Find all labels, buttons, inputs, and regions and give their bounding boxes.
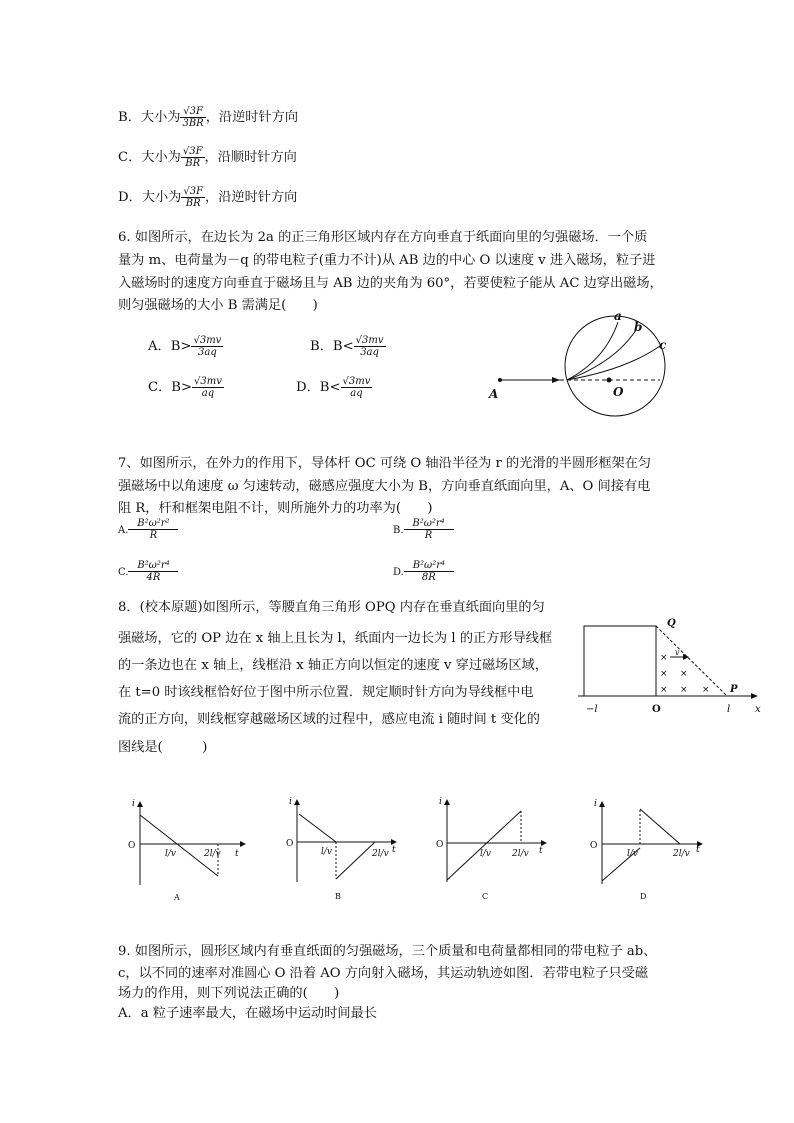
svg-text:i: i [289,797,292,807]
label-v: v [675,648,680,657]
q9-line-2: c，以不同的速率对准圆心 O 沿着 AO 方向射入磁场，其运动轨迹如图．若带电粒子只受磁 [118,966,649,981]
svg-text:O: O [128,841,136,851]
graph-c-line [447,811,521,880]
svg-text:×: × [660,669,668,679]
svg-text:t: t [235,849,239,859]
graph-b [286,797,397,901]
q7-option-d[interactable]: D. $\frac{\text{B²ω²r⁴}}{8R}$ [393,560,454,583]
fraction: $\frac{\text{B²ω²r⁴}}{4R}$ [128,560,178,583]
svg-text:×: × [702,685,710,695]
q5-option-c[interactable]: C．大小为 $\frac{√3F}{BR}$ ，沿顺时针方向 [118,146,297,169]
svg-text:t: t [392,845,396,855]
label-O: O [652,704,661,715]
q5-option-b[interactable]: B．大小为 $\frac{√3F}{3BR}$ ，沿逆时针方向 [118,106,299,129]
svg-text:O: O [436,840,444,850]
svg-text:A: A [174,893,180,902]
graph-b-line-2 [336,842,375,879]
option-label: C．大小为 [118,150,181,165]
fraction: $\frac{√3mv}{3aq}$ [355,335,384,358]
svg-text:C: C [482,892,489,901]
svg-text:×: × [660,653,668,663]
svg-text:l/v: l/v [627,849,638,859]
svg-text:i: i [439,797,442,807]
svg-text:t: t [539,846,543,856]
q6-option-c[interactable]: C．B> $\frac{√3mv}{aq}$ [148,376,222,399]
q8-line-4: 在 t=0 时该线框恰好位于图中所示位置．规定顺时针方向为导线框中电 [118,685,534,700]
svg-text:t: t [696,845,700,855]
label-P: P [730,684,738,695]
q9-option-a[interactable]: A．a 粒子速率最大，在磁场中运动时间最长 [118,1006,377,1021]
fraction: $\frac{√3F}{BR}$ [182,146,203,169]
graph-c [436,797,547,901]
q7-line-2: 强磁场中以角速度 ω 匀速转动，磁感应强度大小为 B，方向垂直纸面向里，A、O 间接有电 [118,479,651,494]
q8-line-3: 的一条边也在 x 轴上，线框沿 x 轴正方向以恒定的速度 v 穿过磁场区域， [118,658,548,673]
q6-line-4: 则匀强磁场的大小 B 需满足( ) [118,298,318,313]
q5-option-d[interactable]: D．大小为 $\frac{√3F}{BR}$ ，沿逆时针方向 [118,186,298,209]
q6-option-d[interactable]: D．B< $\frac{√3mv}{aq}$ [296,376,371,399]
svg-text:2l/v: 2l/v [512,849,529,859]
q8-line-5: 流的正方向，则线框穿越磁场区域的过程中，感应电流 i 随时间 t 变化的 [118,712,540,727]
graph-d [590,799,703,901]
label-c: c [659,338,667,352]
label-x: x [755,704,761,715]
option-label: B．大小为 [118,110,181,125]
graph-a-line [140,815,218,876]
label-l: l [727,704,731,715]
q6-option-b[interactable]: B．B< $\frac{√3mv}{3aq}$ [310,335,384,358]
q6-line-3: 入磁场时的速度方向垂直于磁场且与 AB 边的夹角为 60°，若要使粒子能从 AC 边穿出磁场， [118,276,663,291]
fraction: $\frac{√3mv}{aq}$ [194,376,222,399]
svg-text:B: B [335,892,341,901]
q6-option-a[interactable]: A．B> $\frac{√3mv}{3aq}$ [148,335,222,358]
svg-text:i: i [132,799,135,809]
option-label: D．大小为 [118,190,182,205]
svg-text:l/v: l/v [321,847,332,857]
svg-text:l/v: l/v [165,849,176,859]
fraction: $\frac{\text{B²ω²r²}}{R}$ [128,518,178,541]
graph-b-line-1 [299,814,336,842]
fraction: $\frac{√3mv}{3aq}$ [193,335,222,358]
q9-line-3: 场力的作用，则下列说法正确的( ) [118,986,340,1001]
fraction: $\frac{√3F}{BR}$ [183,186,204,209]
q8-line-2: 强磁场，它的 OP 边在 x 轴上且长为 l，纸面内一边长为 l 的正方形导线框 [118,631,553,646]
label-A: A [489,387,499,401]
svg-text:O: O [286,839,294,849]
q9-line-1: 9. 如图所示，圆形区域内有垂直纸面的匀强磁场，三个质量和电荷量都相同的带电粒子 ab、 [118,944,657,959]
q7-option-b[interactable]: B. $\frac{\text{B²ω²r⁴}}{R}$ [393,518,454,541]
q7-line-3: 阻 R，杆和框架电阻不计，则所施外力的功率为( ) [118,501,433,516]
q7-line-1: 7、如图所示，在外力的作用下，导体杆 OC 可绕 O 轴沿半径为 r 的光滑的半圆形框架在匀 [118,456,652,471]
svg-text:O: O [590,841,598,851]
label-Q: Q [667,618,676,629]
label-O: O [613,385,624,399]
svg-text:D: D [640,892,647,901]
fraction: $\frac{√3F}{3BR}$ [182,106,204,129]
svg-text:×: × [680,685,688,695]
svg-text:2l/v: 2l/v [204,849,221,859]
svg-text:2l/v: 2l/v [673,849,690,859]
q6-line-1: 6. 如图所示，在边长为 2a 的正三角形区域内存在方向垂直于纸面向里的匀强磁场．一个质 [118,230,648,245]
svg-text:2l/v: 2l/v [372,849,389,859]
q7-option-c[interactable]: C. $\frac{\text{B²ω²r⁴}}{4R}$ [118,560,178,583]
fraction: $\frac{√3mv}{aq}$ [342,376,371,399]
svg-text:i: i [594,799,597,809]
label-b: b [634,320,643,334]
svg-text:l/v: l/v [480,849,491,859]
q8-line-1: 8．(校本原题)如图所示，等腰直角三角形 OPQ 内存在垂直纸面向里的匀 [118,600,545,615]
graph-a [128,799,246,902]
svg-text:×: × [680,669,688,679]
q8-line-6: 图线是( ) [118,740,208,755]
label-neg-l: −l [586,704,598,715]
graph-d-line-2 [640,809,680,844]
q7-option-a[interactable]: A. $\frac{\text{B²ω²r²}}{R}$ [118,518,178,541]
q6-line-2: 量为 m、电荷量为－q 的带电粒子(重力不计)从 AB 边的中心 O 以速度 v 进入磁场，粒子进 [118,253,656,268]
fraction: $\frac{\text{B²ω²r⁴}}{8R}$ [404,560,454,583]
label-a: a [614,309,622,323]
fraction: $\frac{\text{B²ω²r⁴}}{R}$ [404,518,454,541]
svg-text:×: × [660,685,668,695]
